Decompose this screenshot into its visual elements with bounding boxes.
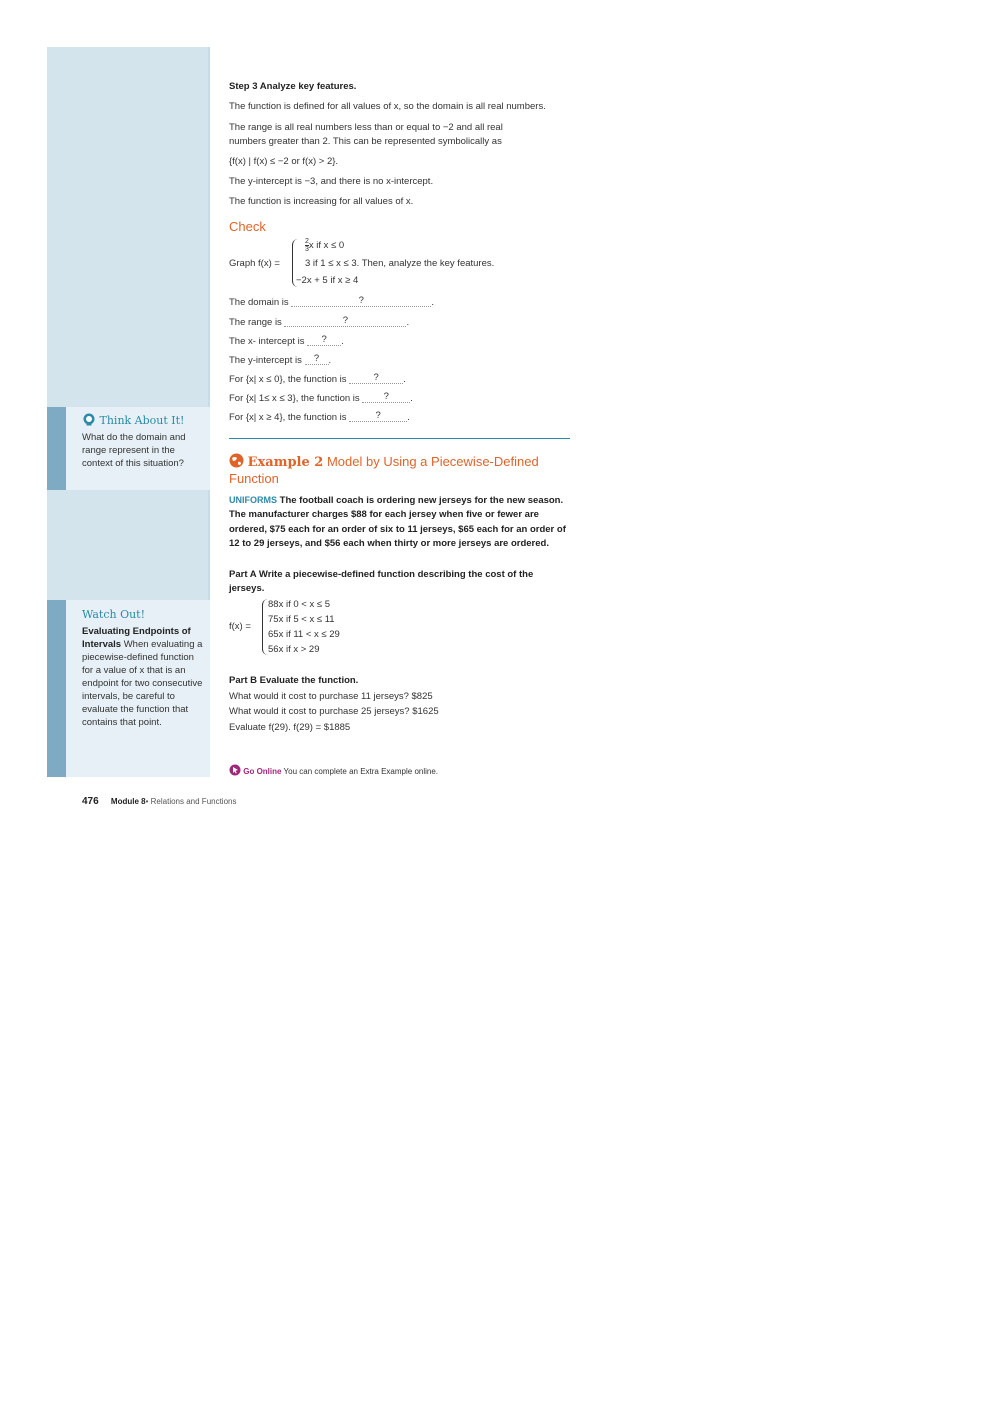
step3-heading: Step 3 Analyze key features. [229, 81, 357, 92]
part-b-q2: What would it cost to purchase 25 jerseys? $1625 [229, 706, 439, 717]
lightbulb-icon [82, 413, 96, 426]
think-body: What do the domain and range represent in the context of this situation? [82, 432, 186, 469]
cost-function [229, 597, 429, 657]
interval1-answer-blank[interactable]: ? [349, 373, 403, 384]
check-piece-1: $\frac{2}{3}$ x if x ≤ 0 [305, 238, 345, 253]
part-b-heading: Part B Evaluate the function. [229, 675, 359, 686]
check-interval3-question: For {x| x ≥ 4}, the function is ? . [229, 410, 410, 423]
step3-section [229, 80, 609, 209]
problem-text: The football coach is ordering new jerseys for the new season. The manufacturer charges $88 for each jersey when five or fewer are ordered, $75 each for an order of six to 11 jerseys, $65 each for an order of 12 to 29 jerseys, and $56 each when thirty or more jerseys are ordered. [229, 495, 566, 550]
watch-content [82, 608, 204, 729]
watch-body [82, 625, 204, 729]
globe-icon [229, 453, 244, 468]
part-b-section [229, 673, 439, 735]
cost-piece: 75x if 5 < x ≤ 11 [268, 614, 335, 625]
cursor-icon [229, 764, 241, 776]
part-b-q3: Evaluate f(29). f(29) = $1885 [229, 721, 351, 733]
interval2-answer-blank[interactable]: ? [362, 392, 410, 403]
think-about-it-box [47, 407, 210, 490]
example-heading [229, 453, 569, 487]
watch-bold: Evaluating Endpoints of Intervals [82, 626, 191, 650]
cost-piece: 88x if 0 < x ≤ 5 [268, 599, 330, 610]
domain-answer-blank[interactable]: ? [291, 296, 431, 307]
check-xint-question: The x- intercept is ? . [229, 334, 344, 347]
fraction-two-thirds: $\frac{2}{3}$ [305, 238, 309, 253]
example-problem [229, 493, 574, 552]
check-piece-2: 3 if 1 ≤ x ≤ 3. Then, analyze the key features. [305, 258, 495, 269]
go-online-link[interactable] [229, 764, 438, 776]
cost-pieces [268, 597, 340, 657]
intercepts-sentence: The y-intercept is −3, and there is no x-intercept. [229, 176, 434, 187]
check-graph-prompt [229, 238, 609, 288]
fx-label: f(x) = [229, 621, 251, 632]
check-piece-3: −2x + 5 if x ≥ 4 [296, 275, 359, 286]
module-number: 8 [141, 797, 146, 806]
think-title-row [82, 413, 204, 427]
check-yint-question: The y-intercept is ? . [229, 353, 332, 366]
page-footer [82, 796, 236, 807]
range-line-2: numbers greater than 2. This can be represented symbolically as [229, 136, 502, 147]
domain-sentence: The function is defined for all values of x, so the domain is all real numbers. [229, 101, 546, 112]
interval3-answer-blank[interactable]: ? [349, 411, 407, 422]
check-interval2-question: For {x| 1≤ x ≤ 3}, the function is ? . [229, 391, 413, 404]
watch-title: Watch Out! [82, 608, 146, 621]
page-number: 476 [82, 796, 99, 807]
check-range-question: The range is ? . [229, 315, 410, 328]
module-label: Module [110, 797, 139, 806]
section-divider [229, 438, 570, 439]
example-label: Example 2 [247, 455, 324, 470]
box-accent-bar [47, 600, 66, 777]
go-online-text: You can complete an Extra Example online. [283, 767, 439, 776]
check-interval1-question: For {x| x ≤ 0}, the function is ? . [229, 372, 406, 385]
graph-prefix: Graph f(x) = [229, 258, 280, 269]
think-content [82, 413, 204, 470]
part-b-q1: What would it cost to purchase 11 jerseys? $825 [229, 690, 433, 702]
box-accent-bar [47, 407, 66, 490]
example-title: Model by Using a Piecewise-Defined Function [229, 454, 539, 486]
yint-answer-blank[interactable]: ? [305, 354, 329, 365]
check-title: Check [229, 219, 266, 234]
footer-bullet: • [145, 797, 149, 806]
watch-text: When evaluating a piecewise-defined function for a value of x that is an endpoint for two consecutive intervals, be careful to evaluate the function that contains that point. [82, 639, 203, 728]
module-title: Relations and Functions [150, 797, 237, 806]
think-title: Think About It! [99, 414, 185, 427]
uniforms-tag: UNIFORMS [229, 495, 277, 505]
range-set: {f(x) | f(x) ≤ −2 or f(x) > 2}. [229, 156, 339, 167]
cost-piece: 56x if x > 29 [268, 644, 320, 655]
go-online-label: Go Online [243, 767, 282, 776]
watch-out-box [47, 600, 210, 777]
cost-piece: 65x if 11 < x ≤ 29 [268, 629, 340, 640]
check-domain-question: The domain is ? . [229, 295, 434, 308]
range-answer-blank[interactable]: ? [284, 316, 406, 327]
range-line-1: The range is all real numbers less than or equal to −2 and all real [229, 122, 503, 133]
xint-answer-blank[interactable]: ? [307, 335, 341, 346]
part-a-heading: Part A Write a piecewise-defined function describing the cost of the jerseys. [229, 569, 534, 594]
increasing-sentence: The function is increasing for all values of x. [229, 196, 414, 207]
